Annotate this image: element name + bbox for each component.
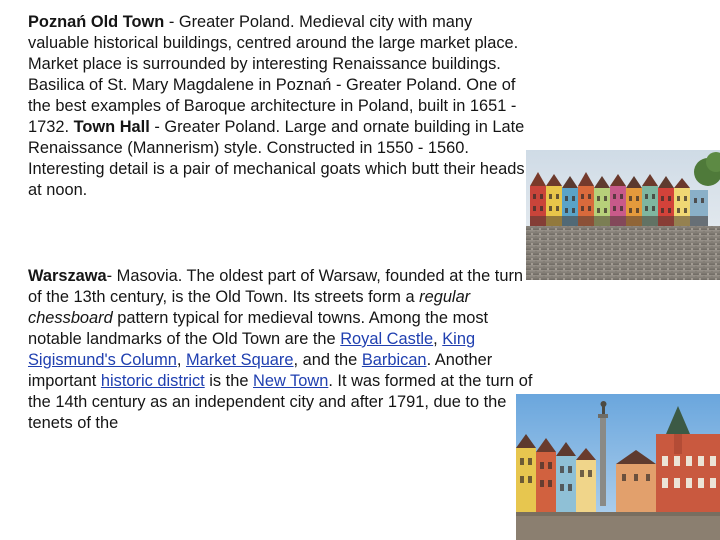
warsaw-text-3: . Another important: [28, 351, 493, 390]
warsaw-text-4: is the: [204, 372, 254, 390]
market-square-link[interactable]: Market Square: [186, 351, 294, 369]
warsaw-text-2: pattern typical for medieval towns. Among the most notable landmarks of the Old Town are the: [28, 309, 489, 348]
poznan-text-1: - Greater Poland. Medieval city with many valuable historical buildings, centred around the large market place. Market place is surrounded by interesting Renaissance buildings. Basilica of St. Mary Magdalene in Poznań - Greater Poland. One of the best examples of Baroque architecture in Poland, built in 1651 - 1732.: [28, 13, 519, 136]
warsaw-sep-1: ,: [433, 330, 443, 348]
warsaw-photo-svg: [516, 394, 720, 540]
poznan-photo-svg: [526, 150, 720, 280]
warsaw-italic: regular chessboard: [28, 288, 471, 327]
warsaw-text-1: - Masovia. The oldest part of Warsaw, founded at the turn of the 13th century, is the Old Town. Its streets form a: [28, 267, 524, 306]
new-town-link[interactable]: New Town: [253, 372, 329, 390]
poznan-text-2: - Greater Poland. Large and ornate building in Late Renaissance (Mannerism) style. Constructed in 1550 - 1560. Interesting detail is a pair of mechanical goats which butt their heads at noon.: [28, 118, 525, 199]
warsaw-paragraph: [28, 266, 540, 434]
poznan-title: Poznań Old Town: [28, 13, 165, 31]
warsaw-title: Warszawa: [28, 267, 107, 285]
town-hall-heading: Town Hall: [73, 118, 150, 136]
royal-castle-link[interactable]: Royal Castle: [340, 330, 434, 348]
warsaw-sep-3: , and the: [293, 351, 362, 369]
historic-district-link[interactable]: historic district: [100, 372, 205, 390]
poznan-paragraph: [28, 12, 534, 201]
warsaw-old-town-photo: [516, 394, 720, 540]
warsaw-sep-2: ,: [176, 351, 186, 369]
poznan-old-town-photo: [526, 150, 720, 280]
barbican-link[interactable]: Barbican: [361, 351, 427, 369]
sigismund-column-link[interactable]: King Sigismund's Column: [28, 330, 476, 369]
warsaw-text-5: . It was formed at the turn of the 14th century as an independent city and after 1791, due to the tenets of the: [28, 372, 533, 432]
